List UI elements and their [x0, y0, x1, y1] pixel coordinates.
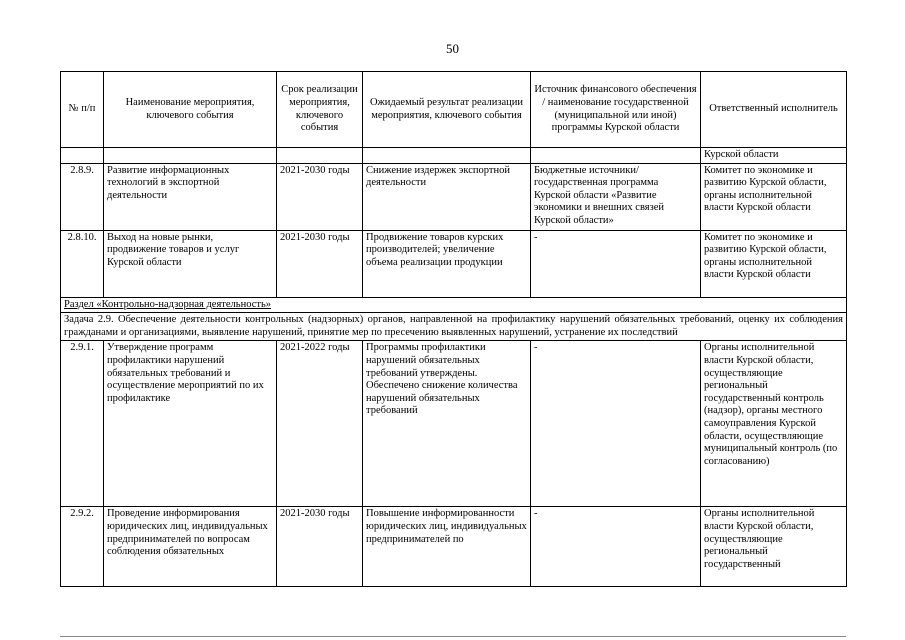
task-row [61, 313, 847, 341]
section-title: Раздел «Контрольно-надзорная деятельность» [61, 297, 847, 313]
continuation-executor: Курской области [701, 148, 847, 164]
row-number: 2.9.2. [61, 507, 104, 587]
row-source: - [531, 341, 701, 507]
measures-table [60, 71, 847, 587]
header-row [61, 72, 847, 148]
row-source: - [531, 507, 701, 587]
scan-edge-line [60, 636, 846, 637]
task-title: Задача 2.9. Обеспечение деятельности контрольных (надзорных) органов, направленной на профилактику нарушений обязательных требований, оценку их соблюдения гражданами и организациями, выявление нарушений, принятие мер по пресечению выявленных нарушений, устранение их последствий [61, 313, 847, 341]
row-executor: Комитет по экономике и развитию Курской области, органы исполнительной власти Курской области [701, 163, 847, 230]
header-source: Источник финансового обеспечения / наименование государственной (муниципальной или иной) программы Курской области [531, 72, 701, 148]
section-row [61, 297, 847, 313]
row-result: Повышение информированности юридических лиц, индивидуальных предпринимателей по [363, 507, 531, 587]
row-term: 2021-2030 годы [277, 230, 363, 297]
table-row [61, 341, 847, 507]
row-term: 2021-2022 годы [277, 341, 363, 507]
row-result: Продвижение товаров курских производителей; увеличение объема реализации продукции [363, 230, 531, 297]
row-term: 2021-2030 годы [277, 507, 363, 587]
table-row [61, 230, 847, 297]
header-term: Срок реализации мероприятия, ключевого события [277, 72, 363, 148]
header-result: Ожидаемый результат реализации мероприятия, ключевого события [363, 72, 531, 148]
row-executor: Комитет по экономике и развитию Курской области, органы исполнительной власти Курской области [701, 230, 847, 297]
row-number: 2.8.9. [61, 163, 104, 230]
page-bottom-margin [0, 594, 905, 640]
header-executor: Ответственный исполнитель [701, 72, 847, 148]
row-source: - [531, 230, 701, 297]
continuation-row [61, 148, 847, 164]
row-name: Утверждение программ профилактики нарушений обязательных требований и осуществление мероприятий по их профилактике [104, 341, 277, 507]
row-term: 2021-2030 годы [277, 163, 363, 230]
row-result: Снижение издержек экспортной деятельности [363, 163, 531, 230]
header-name: Наименование мероприятия, ключевого события [104, 72, 277, 148]
page-number: 50 [446, 41, 459, 56]
row-executor: Органы исполнительной власти Курской области, осуществляющие региональный государственный контроль (надзор), органы местного самоуправления Курской области, осуществляющие муниципальный контроль (по согласованию) [701, 341, 847, 507]
table-row [61, 507, 847, 587]
row-result: Программы профилактики нарушений обязательных требований утверждены. Обеспечено снижение количества нарушений обязательных требований [363, 341, 531, 507]
row-executor: Органы исполнительной власти Курской области, осуществляющие региональный государственный [701, 507, 847, 587]
header-num: № п/п [61, 72, 104, 148]
row-name: Проведение информирования юридических лиц, индивидуальных предпринимателей по вопросам соблюдения обязательных [104, 507, 277, 587]
row-number: 2.9.1. [61, 341, 104, 507]
row-number: 2.8.10. [61, 230, 104, 297]
row-name: Выход на новые рынки, продвижение товаров и услуг Курской области [104, 230, 277, 297]
row-source: Бюджетные источники/ государственная программа Курской области «Развитие экономики и внешних связей Курской области» [531, 163, 701, 230]
table-row [61, 163, 847, 230]
row-name: Развитие информационных технологий в экспортной деятельности [104, 163, 277, 230]
